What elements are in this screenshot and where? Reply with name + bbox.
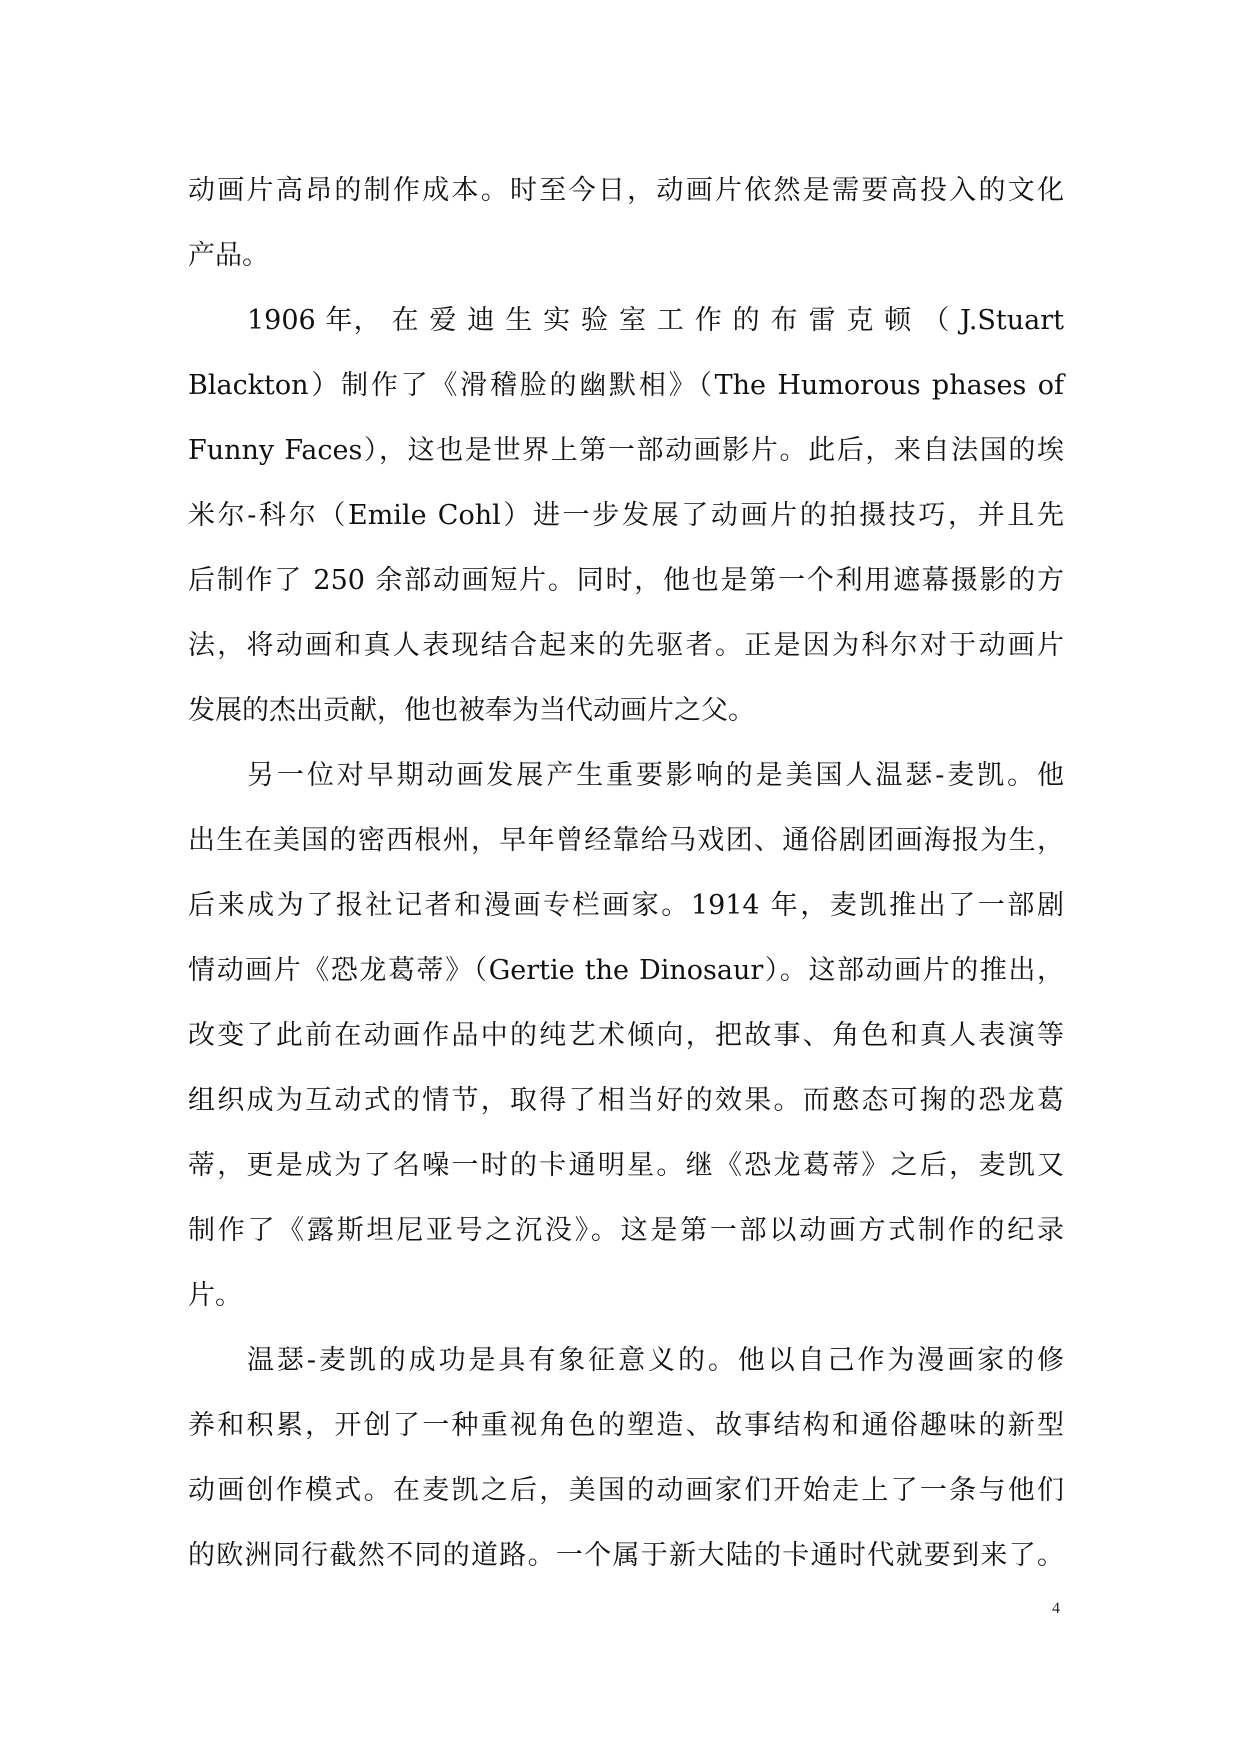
text-line: 制作了《露斯坦尼亚号之沉没》。这是第一部以动画方式制作的纪录: [188, 1215, 1064, 1246]
text-line: 动画创作模式。在麦凯之后，美国的动画家们开始走上了一条与他们: [188, 1475, 1064, 1506]
text-line: 法，将动画和真人表现结合起来的先驱者。正是因为科尔对于动画片: [188, 630, 1064, 661]
text-line: 片。: [188, 1280, 242, 1311]
text-line: Funny Faces），这也是世界上第一部动画影片。此后，来自法国的埃: [188, 435, 1064, 466]
text-line: 1906 年， 在 爱 迪 生 实 验 室 工 作 的 布 雷 克 顿 （ J.Stuart: [247, 305, 1064, 336]
text-line: 温瑟-麦凯的成功是具有象征意义的。他以自己作为漫画家的修: [247, 1345, 1064, 1376]
text-line: 蒂，更是成为了名噪一时的卡通明星。继《恐龙葛蒂》之后，麦凯又: [188, 1150, 1064, 1181]
text-line: 出生在美国的密西根州，早年曾经靠给马戏团、通俗剧团画海报为生，: [188, 825, 1064, 856]
text-line: Blackton）制作了《滑稽脸的幽默相》（The Humorous phases of: [188, 370, 1064, 401]
text-line: 后来成为了报社记者和漫画专栏画家。1914 年，麦凯推出了一部剧: [188, 890, 1064, 921]
text-line: 发展的杰出贡献，他也被奉为当代动画片之父。: [188, 695, 755, 726]
text-line: 动画片高昂的制作成本。时至今日，动画片依然是需要高投入的文化: [188, 175, 1064, 206]
text-line: 改变了此前在动画作品中的纯艺术倾向，把故事、角色和真人表演等: [188, 1020, 1064, 1051]
text-line: 情动画片《恐龙葛蒂》（Gertie the Dinosaur）。这部动画片的推出，: [188, 955, 1064, 986]
page-number: 4: [1052, 1600, 1060, 1617]
text-line: 产品。: [188, 240, 269, 271]
text-line: 组织成为互动式的情节，取得了相当好的效果。而憨态可掬的恐龙葛: [188, 1085, 1064, 1116]
text-line: 后制作了 250 余部动画短片。同时，他也是第一个利用遮幕摄影的方: [188, 565, 1064, 596]
body-text: [188, 158, 1064, 1588]
text-line: 另一位对早期动画发展产生重要影响的是美国人温瑟-麦凯。他: [247, 760, 1064, 791]
text-line: 养和积累，开创了一种重视角色的塑造、故事结构和通俗趣味的新型: [188, 1410, 1064, 1441]
text-line: 的欧洲同行截然不同的道路。一个属于新大陆的卡通时代就要到来了。: [188, 1540, 1064, 1571]
text-line: 米尔-科尔（Emile Cohl）进一步发展了动画片的拍摄技巧，并且先: [188, 500, 1064, 531]
